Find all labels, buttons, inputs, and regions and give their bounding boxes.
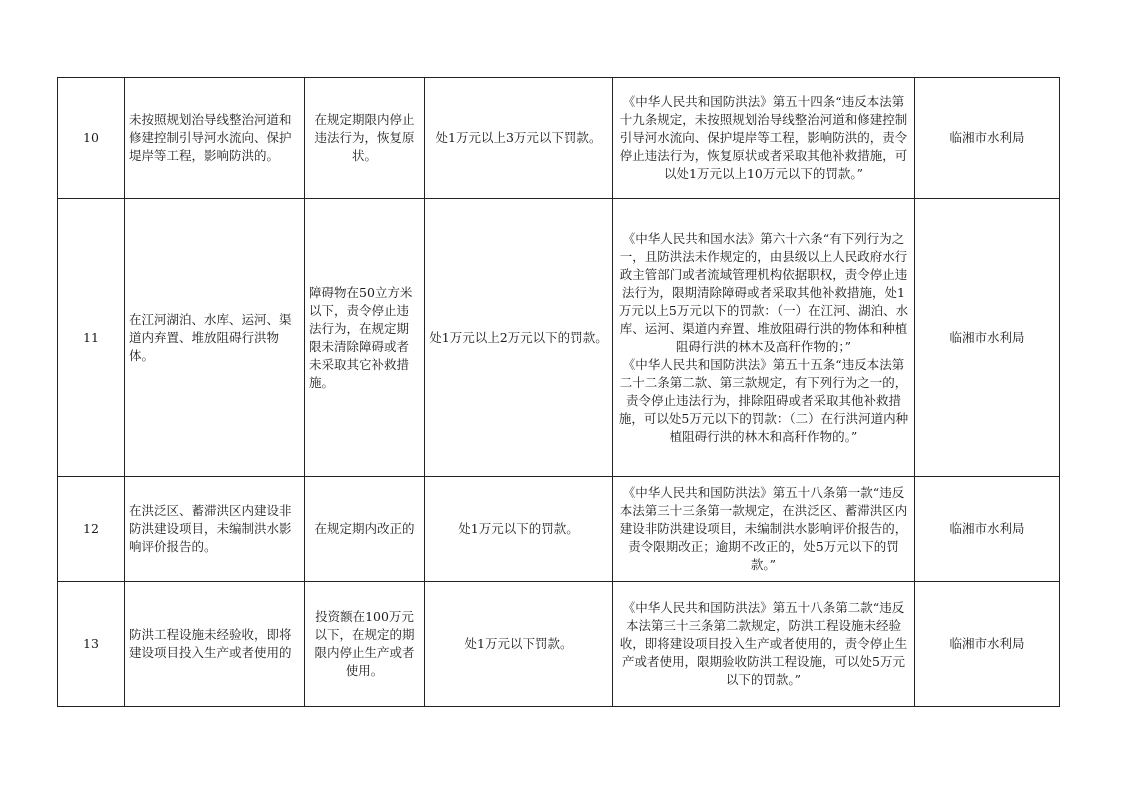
legal-basis — [613, 78, 915, 199]
enforcement-department: 临湘市水利局 — [915, 199, 1060, 477]
violation-description: 防洪工程设施未经验收，即将建设项目投入生产或者使用的 — [125, 582, 305, 707]
enforcement-department: 临湘市水利局 — [915, 477, 1060, 582]
correction-measures: 在规定期限内停止违法行为，恢复原状。 — [305, 78, 425, 199]
row-number: 10 — [58, 78, 125, 199]
table-row — [58, 582, 1060, 707]
penalty-amount: 处1万元以上3万元以下罚款。 — [425, 78, 613, 199]
legal-basis-paragraph: 《中华人民共和国防洪法》第五十八条第二款“违反本法第三十三条第二款规定，防洪工程设施未经验收，即将建设项目投入生产或者使用的，责令停止生产或者使用，限期验收防洪工程设施，可以处5万元以下的罚款。” — [619, 600, 908, 687]
enforcement-department: 临湘市水利局 — [915, 78, 1060, 199]
correction-measures: 障碍物在50立方米以下，责令停止违法行为，在规定期限未清除障碍或者未采取其它补救措施。 — [305, 199, 425, 477]
enforcement-department: 临湘市水利局 — [915, 582, 1060, 707]
violation-description: 在洪泛区、蓄滞洪区内建设非防洪建设项目，未编制洪水影响评价报告的。 — [125, 477, 305, 582]
legal-basis — [613, 477, 915, 582]
penalty-table — [57, 77, 1060, 707]
table-row — [58, 78, 1060, 199]
violation-description: 在江河湖泊、水库、运河、渠道内弃置、堆放阻碍行洪物体。 — [125, 199, 305, 477]
legal-basis-paragraph: 《中华人民共和国防洪法》第五十五条“违反本法第二十二条第二款、第三款规定，有下列行为之一的，责令停止违法行为，排除阻碍或者采取其他补救措施，可以处5万元以下的罚款：（二）在行洪河道内种植阻碍行洪的林木和高秆作物的。” — [618, 356, 909, 444]
row-number: 13 — [58, 582, 125, 707]
penalty-amount: 处1万元以下的罚款。 — [425, 477, 613, 582]
legal-basis — [613, 582, 915, 707]
legal-basis-paragraph: 《中华人民共和国防洪法》第五十八条第一款“违反本法第三十三条第一款规定，在洪泛区、蓄滞洪区内建设非防洪建设项目，未编制洪水影响评价报告的，责令限期改正；逾期不改正的，处5万元以下的罚款。” — [619, 485, 908, 572]
table-row — [58, 199, 1060, 477]
row-number: 11 — [58, 199, 125, 477]
legal-basis — [613, 199, 915, 477]
legal-basis-paragraph: 《中华人民共和国防洪法》第五十四条“违反本法第十九条规定，未按照规划治导线整治河道和修建控制引导河水流向、保护堤岸等工程，影响防洪的，责令停止违法行为，恢复原状或者采取其他补救措施，可以处1万元以上10万元以下的罚款。” — [619, 94, 908, 181]
table-row — [58, 477, 1060, 582]
legal-basis-paragraph: 《中华人民共和国水法》第六十六条“有下列行为之一，且防洪法未作规定的，由县级以上人民政府水行政主管部门或者流域管理机构依据职权，责令停止违法行为，限期清除障碍或者采取其他补救措施，处1万元以上5万元以下的罚款：（一）在江河、湖泊、水库、运河、渠道内弃置、堆放阻碍行洪的物体和种植阻碍行洪的林木及高秆作物的；” — [618, 230, 909, 354]
correction-measures: 在规定期内改正的 — [305, 477, 425, 582]
correction-measures: 投资额在100万元以下，在规定的期限内停止生产或者使用。 — [305, 582, 425, 707]
penalty-amount: 处1万元以上2万元以下的罚款。 — [425, 199, 613, 477]
penalty-amount: 处1万元以下罚款。 — [425, 582, 613, 707]
row-number: 12 — [58, 477, 125, 582]
violation-description: 未按照规划治导线整治河道和修建控制引导河水流向、保护堤岸等工程，影响防洪的。 — [125, 78, 305, 199]
